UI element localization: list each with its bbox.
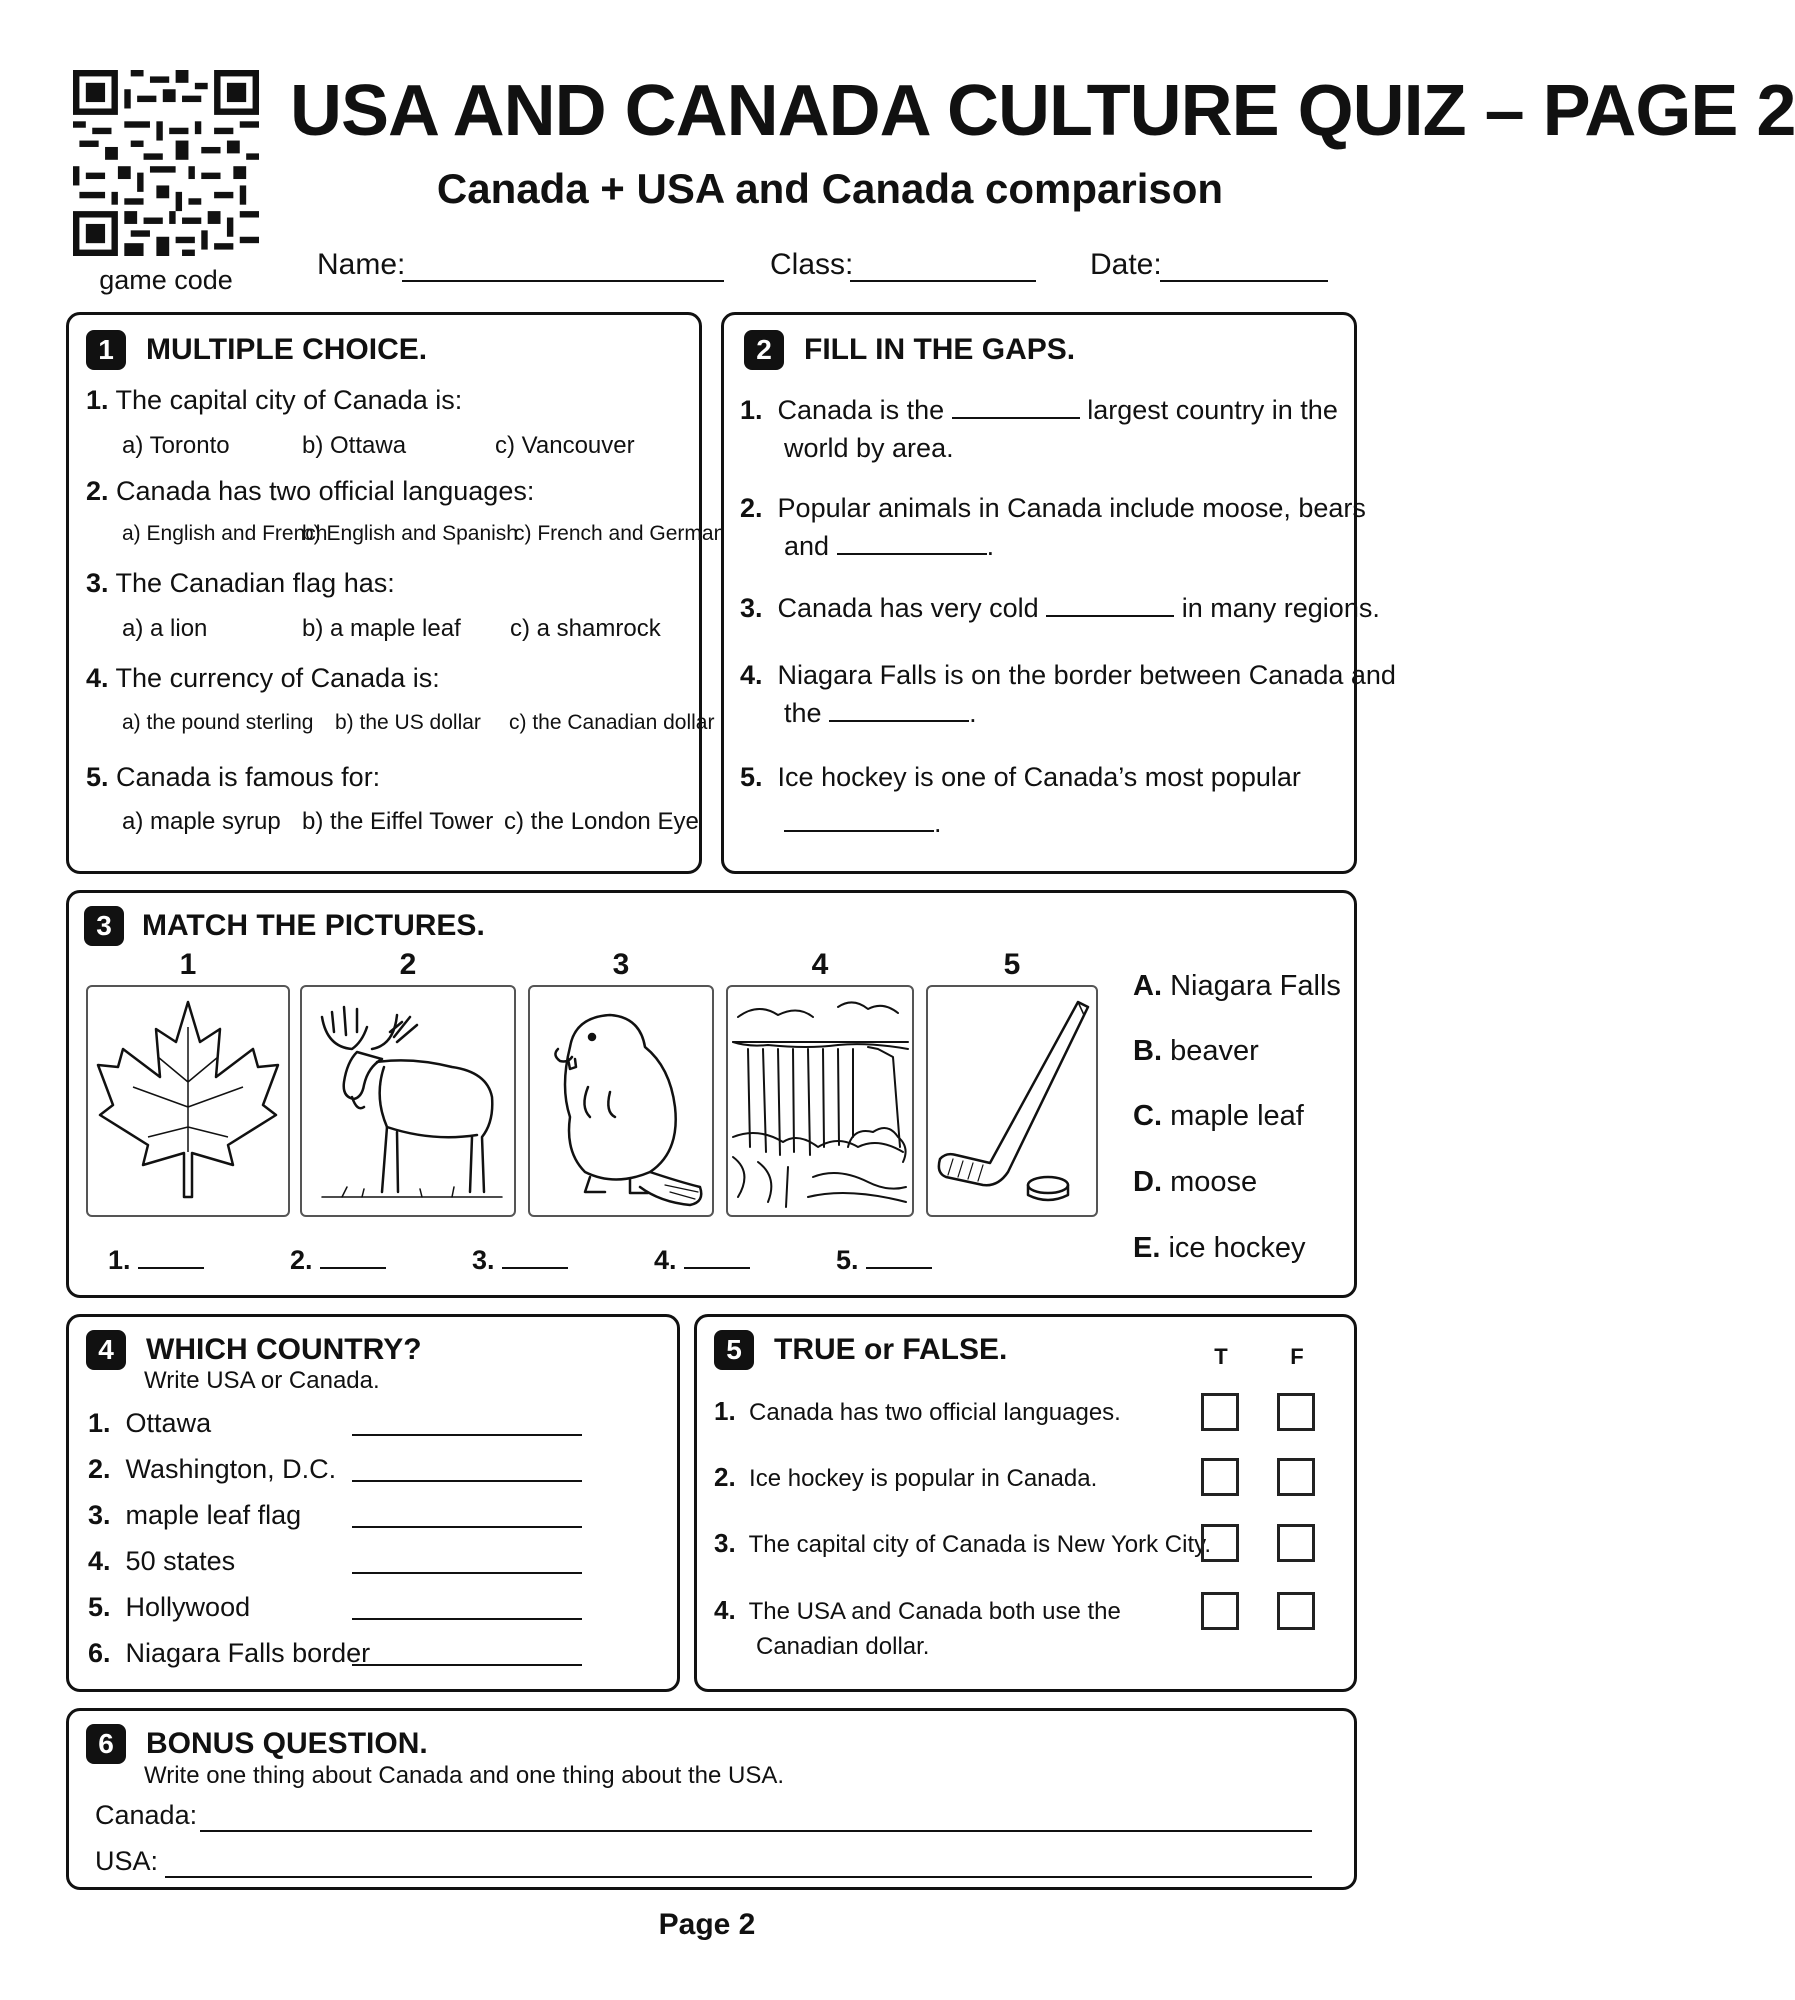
gap-blank[interactable]: [829, 720, 969, 722]
match-option: E. ice hockey: [1133, 1232, 1306, 1264]
section-title: MULTIPLE CHOICE.: [146, 333, 428, 366]
gap-item-3: 3. Canada has very cold in many regions.: [740, 593, 1380, 623]
option-a[interactable]: a) the pound sterling: [122, 711, 314, 734]
true-checkbox[interactable]: [1201, 1524, 1239, 1562]
tf-statement: 2. Ice hockey is popular in Canada.: [714, 1462, 1098, 1492]
country-item: 4. 50 states: [88, 1546, 236, 1576]
section-title: FILL IN THE GAPS.: [804, 333, 1076, 366]
maple-leaf-icon: [88, 987, 288, 1215]
country-item: 3. maple leaf flag: [88, 1500, 302, 1530]
date-field[interactable]: [1160, 280, 1328, 282]
country-item: 5. Hollywood: [88, 1592, 251, 1622]
section-title: BONUS QUESTION.: [146, 1727, 428, 1760]
question: 1. The capital city of Canada is:: [86, 385, 463, 415]
true-checkbox[interactable]: [1201, 1458, 1239, 1496]
option-a[interactable]: a) Toronto: [122, 432, 230, 459]
country-answer-line[interactable]: [352, 1480, 582, 1482]
gap-item-5: 5. Ice hockey is one of Canada’s most popular: [740, 762, 1301, 792]
option-c[interactable]: c) a shamrock: [510, 615, 661, 642]
option-c[interactable]: c) the London Eye: [504, 808, 699, 835]
hockey-stick-icon: [928, 987, 1096, 1215]
answer-3: 3.: [472, 1245, 568, 1276]
option-b[interactable]: b) the Eiffel Tower: [302, 808, 494, 835]
picture-number: 2: [399, 948, 417, 981]
picture-number: 1: [179, 948, 197, 981]
section-instruction: Write one thing about Canada and one thing about the USA.: [144, 1762, 785, 1789]
canada-label: Canada:: [95, 1800, 198, 1830]
section-number-badge: 1: [86, 330, 126, 370]
picture-number: 4: [811, 948, 829, 981]
gap-item-4-line2: the .: [784, 698, 977, 728]
qr-caption: game code: [99, 265, 233, 295]
answer-blank[interactable]: [138, 1267, 204, 1269]
true-checkbox[interactable]: [1201, 1592, 1239, 1630]
name-label: Name:: [317, 248, 406, 281]
option-b[interactable]: b) the US dollar: [335, 711, 481, 734]
tf-statement-line2: Canadian dollar.: [756, 1633, 930, 1660]
tf-statement: 1. Canada has two official languages.: [714, 1396, 1121, 1426]
gap-item-4: 4. Niagara Falls is on the border between Canada and: [740, 660, 1396, 690]
page-number: Page 2: [658, 1908, 756, 1941]
answer-blank[interactable]: [684, 1267, 750, 1269]
section-number-badge: 2: [744, 330, 784, 370]
class-label: Class:: [770, 248, 854, 281]
picture-5: [926, 985, 1098, 1217]
country-answer-line[interactable]: [352, 1526, 582, 1528]
picture-2: [300, 985, 516, 1217]
question: 5. Canada is famous for:: [86, 762, 381, 792]
question: 4. The currency of Canada is:: [86, 663, 440, 693]
match-option: B. beaver: [1133, 1035, 1259, 1067]
country-answer-line[interactable]: [352, 1618, 582, 1620]
option-a[interactable]: a) English and French: [122, 522, 328, 545]
canada-answer-line[interactable]: [200, 1830, 1312, 1832]
option-a[interactable]: a) maple syrup: [122, 808, 281, 835]
picture-1: [86, 985, 290, 1217]
section-title: WHICH COUNTRY?: [146, 1333, 422, 1366]
page-subtitle: Canada + USA and Canada comparison: [436, 165, 1224, 212]
gap-blank[interactable]: [837, 553, 987, 555]
tf-statement: 3. The capital city of Canada is New York City.: [714, 1528, 1212, 1558]
beaver-icon: [530, 987, 712, 1215]
gap-blank[interactable]: [952, 417, 1080, 419]
country-answer-line[interactable]: [352, 1434, 582, 1436]
false-checkbox[interactable]: [1277, 1393, 1315, 1431]
country-item: 6. Niagara Falls border: [88, 1638, 371, 1668]
section-number-badge: 4: [86, 1330, 126, 1370]
country-item: 1. Ottawa: [88, 1408, 212, 1438]
answer-2: 2.: [290, 1245, 386, 1276]
false-checkbox[interactable]: [1277, 1458, 1315, 1496]
gap-item-2-line2: and .: [784, 531, 995, 561]
match-option: D. moose: [1133, 1166, 1258, 1198]
class-field[interactable]: [850, 280, 1036, 282]
country-answer-line[interactable]: [352, 1664, 582, 1666]
option-b[interactable]: b) a maple leaf: [302, 615, 461, 642]
true-column-header: T: [1214, 1344, 1228, 1369]
option-b[interactable]: b) Ottawa: [302, 432, 407, 459]
gap-item-5-line2: .: [784, 808, 942, 839]
true-checkbox[interactable]: [1201, 1393, 1239, 1431]
gap-item-1-line2: world by area.: [784, 433, 954, 463]
country-answer-line[interactable]: [352, 1572, 582, 1574]
answer-blank[interactable]: [320, 1267, 386, 1269]
gap-item-2: 2. Popular animals in Canada include moose, bears: [740, 493, 1366, 523]
page-title: USA AND CANADA CULTURE QUIZ – PAGE 2: [290, 71, 1795, 151]
option-a[interactable]: a) a lion: [122, 615, 208, 642]
answer-1: 1.: [108, 1245, 204, 1276]
picture-number: 3: [612, 948, 630, 981]
answer-blank[interactable]: [866, 1267, 932, 1269]
question: 3. The Canadian flag has:: [86, 568, 395, 598]
section-number-badge: 3: [84, 906, 124, 946]
answer-blank[interactable]: [502, 1267, 568, 1269]
gap-blank[interactable]: [1046, 615, 1174, 617]
waterfall-icon: [728, 987, 912, 1215]
section-instruction: Write USA or Canada.: [144, 1367, 380, 1394]
gap-blank[interactable]: [784, 830, 934, 832]
false-column-header: F: [1290, 1344, 1304, 1369]
picture-4: [726, 985, 914, 1217]
section-number-badge: 5: [714, 1330, 754, 1370]
picture-3: [528, 985, 714, 1217]
match-option: A. Niagara Falls: [1133, 970, 1341, 1002]
false-checkbox[interactable]: [1277, 1592, 1315, 1630]
usa-label: USA:: [95, 1846, 159, 1876]
moose-icon: [302, 987, 514, 1215]
usa-answer-line[interactable]: [165, 1876, 1312, 1878]
false-checkbox[interactable]: [1277, 1524, 1315, 1562]
date-label: Date:: [1090, 248, 1162, 281]
section-number-badge: 6: [86, 1724, 126, 1764]
answer-4: 4.: [654, 1245, 750, 1276]
option-c[interactable]: c) the Canadian dollar: [509, 711, 715, 734]
question: 2. Canada has two official languages:: [86, 476, 535, 506]
match-option: C. maple leaf: [1133, 1100, 1304, 1132]
qr-code: [73, 70, 259, 256]
name-field[interactable]: [402, 280, 724, 282]
answer-5: 5.: [836, 1245, 932, 1276]
option-c[interactable]: c) Vancouver: [495, 432, 635, 459]
section-title: MATCH THE PICTURES.: [142, 909, 485, 942]
picture-number: 5: [1003, 948, 1021, 981]
gap-item-1: 1. Canada is the largest country in the: [740, 395, 1338, 425]
option-c[interactable]: c) French and German: [514, 522, 726, 545]
country-item: 2. Washington, D.C.: [88, 1454, 337, 1484]
tf-statement: 4. The USA and Canada both use the: [714, 1595, 1121, 1625]
section-title: TRUE or FALSE.: [774, 1333, 1008, 1366]
option-b[interactable]: b) English and Spanish: [302, 522, 518, 545]
